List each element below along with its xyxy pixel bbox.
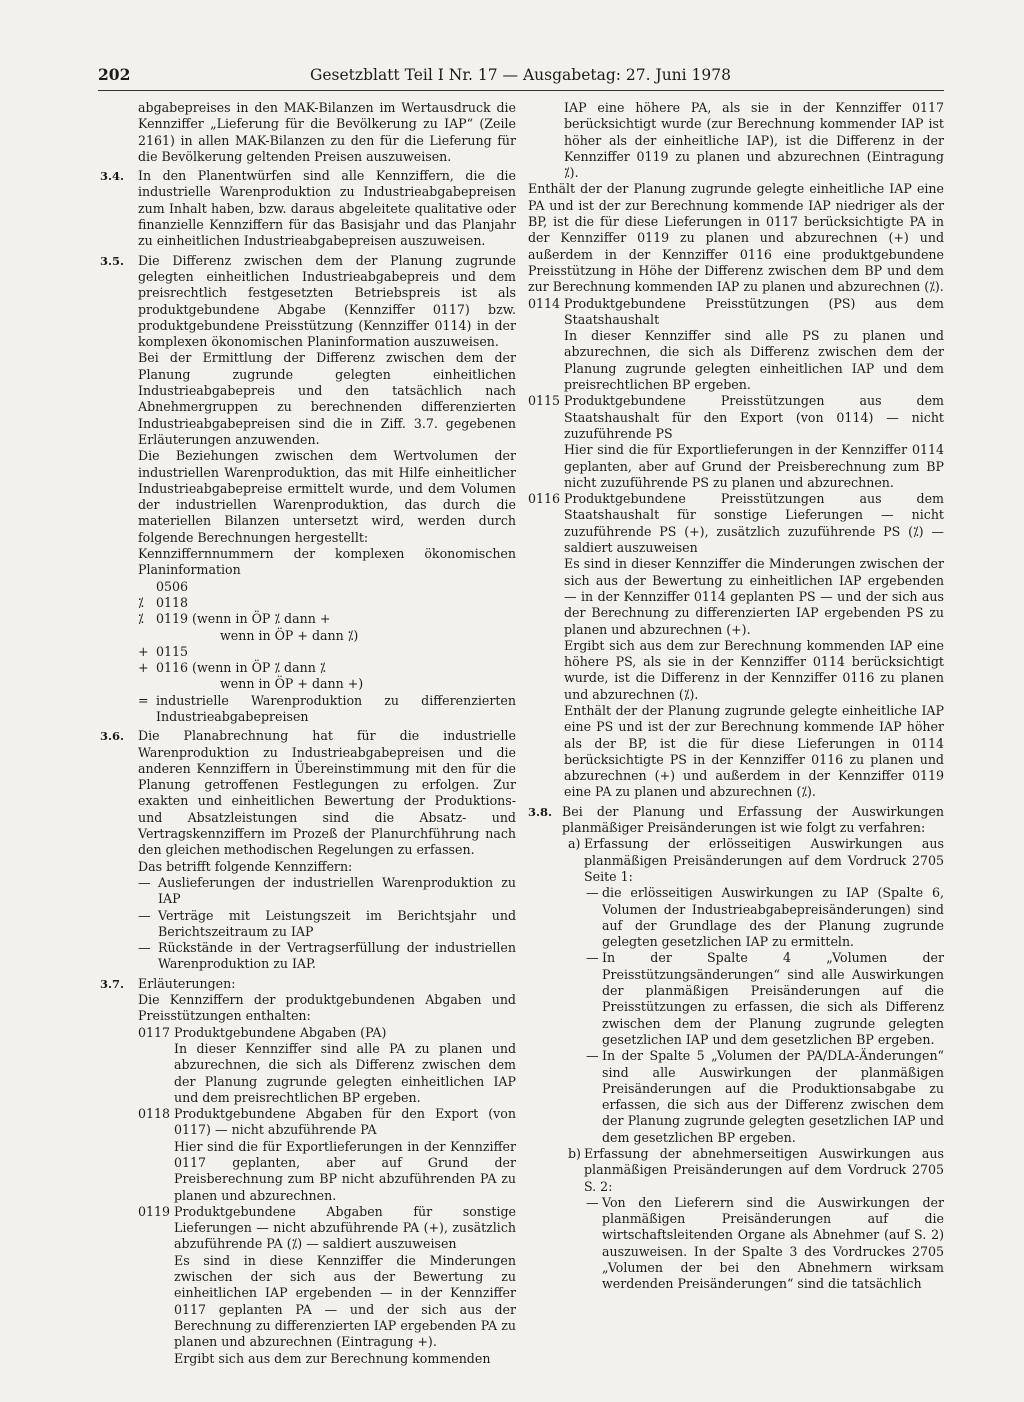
formula-line <box>100 693 516 726</box>
dash-marker: — <box>138 907 151 923</box>
section-number: 3.6. <box>100 729 125 744</box>
dash-marker: — <box>586 885 599 901</box>
formula-line <box>100 676 516 692</box>
paragraph: abgabepreises in den MAK-Bilanzen im Wertausdruck die Kennziffer „Lieferung für die Bevölkerung zu IAP“ (Zeile 2161) in allen MAK-Bilanzen zu den für die Lieferung für die Bevölkerung geltenden Preisen auszuweisen. <box>138 100 516 164</box>
code-number: 0118 <box>138 1106 171 1122</box>
dash-marker: — <box>586 950 599 966</box>
paragraph: Kennziffernnummern der komplexen ökonomischen Planinformation <box>138 546 516 578</box>
paragraph: In den Planentwürfen sind alle Kennziffern, die die industrielle Warenproduktion zu Industrieabgabepreisen zum Inhalt haben, bzw. daraus abgeleitete qualitative oder finanzielle Kennziffern für das Basisjahr und das Planjahr zu einheitlichen Industrieabgabepreisen auszuweisen. <box>138 168 516 249</box>
list-item-text: Auslieferungen der industriellen Warenproduktion zu IAP <box>158 874 516 907</box>
code-text: Hier sind die für Exportlieferungen in der Kennziffer 0117 geplanten, aber auf Grund der Preisberechnung zum BP nicht abzuführenden PA zu planen und abzurechnen. <box>174 1138 516 1203</box>
list-item <box>100 908 516 941</box>
list-item-text: Von den Lieferern sind die Auswirkungen der planmäßigen Preisänderungen auf die wirtschaftsleitenden Organe als Abnehmer (auf S. 2) auszuweisen. In der Spalte 3 des Vordruckes 2705 „Volumen der bei den Abnehmern wirksam werdenden Preisänderungen“ sind die tatsächlich <box>602 1194 944 1292</box>
right-column <box>528 100 944 1293</box>
code-text: Es sind in dieser Kennziffer die Minderungen zwischen der sich aus der Bewertung zu einheitlichen IAP ergebenden — in der Kennziffer 0114 geplanten PS — und der sich aus der Berechnung zu differenzierten IAP ergebenden PS zu planen und abzurechnen (+). <box>564 556 944 637</box>
paragraph: IAP eine höhere PA, als sie in der Kennziffer 0117 berücksichtigt wurde (zur Berechnung kommender IAP ist höher als der einheitliche IAP), ist die Differenz in der Kennziffer 0119 zu planen und abzurechnen (Eintragung ⁒). <box>564 100 944 181</box>
section-3-7 <box>100 976 516 1025</box>
formula-text: industrielle Warenproduktion zu differenzierten Industrieabgabepreisen <box>156 692 516 724</box>
paragraph: Enthält der der Planung zugrunde gelegte einheitliche IAP eine PA und ist der zur Berechnung kommende IAP niedriger als der BP, ist die für diese Lieferungen in 0117 berücksichtigte PA in der Kennziffer 0119 zu planen und abzurechnen (+) und außerdem in der Kennziffer 0116 eine produktgebundene Preisstützung in Höhe der Differenz zwischen dem BP und dem zur Berechnung kommenden IAP zu planen und abzurechnen (⁒). <box>528 181 944 295</box>
paragraph: Die Kennziffern der produktgebundenen Abgaben und Preisstützungen enthalten: <box>138 992 516 1024</box>
code-0114 <box>528 296 944 394</box>
section-3-6 <box>100 728 516 875</box>
code-text: Enthält der der Planung zugrunde gelegte einheitliche IAP eine PS und ist der zur Berechnung kommende IAP höher als der BP, ist die für diese Lieferungen in 0114 berücksichtigte PS in der Kennziffer 0116 zu planen und abzurechnen (+) und außerdem in der Kennziffer 0119 eine PA zu planen und abzurechnen (⁒). <box>564 702 944 800</box>
list-letter: a) <box>568 836 581 852</box>
list-item-text: Erfassung der abnehmerseitigen Auswirkungen aus planmäßigen Preisänderungen auf dem Vordruck 2705 S. 2: <box>584 1146 944 1194</box>
code-text: Es sind in diese Kennziffer die Minderungen zwischen der sich aus der Bewertung zu einheitlichen IAP ergebenden — in der Kennziffer 0117 geplanten PA — und der sich aus der Berechnung zu differenzierten IAP ergebenden PA zu planen und abzurechnen (Eintragung +). <box>174 1252 516 1350</box>
formula-line <box>100 579 516 595</box>
code-title: Produktgebundene Abgaben für sonstige Lieferungen — nicht abzuführende PA (+), zusätzlich abzuführende PA (⁒) — saldiert auszuweisen <box>174 1203 516 1252</box>
section-number: 3.4. <box>100 169 125 184</box>
paragraph: Die Differenz zwischen dem der Planung zugrunde gelegten einheitlichen Industrieabgabepreis und dem preisrechtlich festgesetzten Betriebspreis ist als produktgebundene Abgabe (Kennziffer 0117) bzw. produktgebundene Preisstützung (Kennziffer 0114) in der komplexen ökonomischen Planinformation auszuweisen. <box>138 252 516 350</box>
code-text: Hier sind die für Exportlieferungen in der Kennziffer 0114 geplanten, aber auf Grund der Preisberechnung zum BP nicht zuzuführende PS zu planen und abzurechnen. <box>564 442 944 490</box>
section-3-5 <box>100 253 516 579</box>
formula-text: 0116 (wenn in ÖP ⁒ dann ⁒ <box>156 660 326 676</box>
code-0119 <box>100 1204 516 1367</box>
formula-symbol: ⁒ <box>138 611 144 627</box>
code-text: In dieser Kennziffer sind alle PA zu planen und abzurechnen, die sich als Differenz zwischen dem der Planung zugrunde gelegten einheitlichen IAP und dem preisrechtlichen BP ergeben. <box>174 1040 516 1105</box>
formula-text: wenn in ÖP + dann +) <box>220 676 364 692</box>
section-3-4 <box>100 168 516 249</box>
formula-line <box>100 660 516 676</box>
formula-line <box>100 595 516 611</box>
list-item-text: Verträge mit Leistungszeit im Berichtsjahr und Berichtszeitraum zu IAP <box>158 907 516 939</box>
dash-marker: — <box>138 940 151 956</box>
list-item-text: Erfassung der erlösseitigen Auswirkungen aus planmäßigen Preisänderungen auf dem Vordruck 2705 Seite 1: <box>584 836 944 884</box>
section-3-8 <box>528 804 944 837</box>
formula-line <box>100 611 516 627</box>
code-text: Ergibt sich aus dem zur Berechnung kommenden <box>174 1350 491 1366</box>
paragraph: Bei der Ermittlung der Differenz zwischen dem der Planung zugrunde gelegten einheitlichen Industrieabgabepreis und den tatsächlich nach Abnehmergruppen zu berechnenden differenzierten Industrieabgabepreisen sind die in Ziff. 3.7. gegebenen Erläuterungen anzuwenden. <box>138 350 516 447</box>
list-item-text: die erlösseitigen Auswirkungen zu IAP (Spalte 6, Volumen der Industrieabgabepreisänderungen) sind auf der Grundlage des der Planung zugrunde gelegten gesetzlichen IAP zu ermitteln. <box>602 885 944 950</box>
paragraph: Das betrifft folgende Kennziffern: <box>138 858 353 874</box>
list-item-b <box>528 1146 944 1195</box>
code-title: Produktgebundene Preisstützungen (PS) aus dem Staatshaushalt <box>564 295 944 327</box>
formula-symbol: = <box>138 692 149 708</box>
formula-symbol: ⁒ <box>138 594 144 610</box>
list-item-text: Rückstände in der Vertragserfüllung der industriellen Warenproduktion zu IAP. <box>158 940 516 972</box>
list-letter: b) <box>568 1146 581 1161</box>
list-item <box>528 950 944 1048</box>
section-number: 3.5. <box>100 253 125 268</box>
code-title: Produktgebundene Abgaben für den Export (von 0117) — nicht abzuführende PA <box>174 1106 516 1138</box>
code-0117 <box>100 1025 516 1106</box>
paragraph: Bei der Planung und Erfassung der Auswirkungen planmäßiger Preisänderungen ist wie folgt zu verfahren: <box>562 803 944 836</box>
page-number: 202 <box>98 65 131 84</box>
code-title: Produktgebundene Preisstützungen aus dem Staatshaushalt für sonstige Lieferungen — nicht zuzuführende PS (+), zusätzlich zuzuführende PS (⁒) — saldiert auszuweisen <box>564 491 944 556</box>
code-text: Ergibt sich aus dem zur Berechnung kommenden IAP eine höhere PS, als sie in der Kennziffer 0114 berücksichtigt wurde, ist die Differenz in der Kennziffer 0116 zu planen und abzurechnen (⁒). <box>564 637 944 702</box>
formula-text: 0115 <box>156 643 189 659</box>
paragraph: Die Beziehungen zwischen dem Wertvolumen der industriellen Warenproduktion, das mit Hilfe einheitlicher Industrieabgabepreise ermittelt wurde, und dem Volumen der industriellen Warenproduktion, das durch die materiellen Bilanzen untersetzt wird, werden durch folgende Berechnungen hergestellt: <box>138 448 516 545</box>
code-number: 0115 <box>528 393 561 409</box>
formula-symbol: + <box>138 643 149 659</box>
list-item-a <box>528 836 944 885</box>
code-text: In dieser Kennziffer sind alle PS zu planen und abzurechnen, die sich als Differenz zwischen dem der Planung zugrunde gelegten einheitlichen IAP und dem preisrechtlichen BP ergeben. <box>564 328 944 393</box>
code-title: Produktgebundene Preisstützungen aus dem Staatshaushalt für den Export (von 0114) — nicht zuzuführende PS <box>564 393 944 441</box>
formula-text: 0119 (wenn in ÖP ⁒ dann + <box>156 611 331 627</box>
list-item <box>528 1048 944 1146</box>
dash-marker: — <box>138 874 151 890</box>
formula-text: 0118 <box>156 594 189 610</box>
formula-text: wenn in ÖP + dann ⁒) <box>220 627 359 643</box>
formula-symbol: + <box>138 660 149 676</box>
code-title: Produktgebundene Abgaben (PA) <box>174 1024 387 1040</box>
code-0115 <box>528 393 944 491</box>
list-item <box>528 885 944 950</box>
code-number: 0114 <box>528 295 561 311</box>
paragraph: Die Planabrechnung hat für die industrielle Warenproduktion zu Industrieabgabepreisen und die anderen Kennziffern in Übereinstimmung mit den für die Planung getroffenen Festlegungen zu erfolgen. Zur exakten und einheitlichen Bewertung der Produktions- und Absatzleistungen sind die Absatz- und Vertragskennziffern im Prozeß der Planurchführung nach den gleichen methodischen Regelungen zu erfassen. <box>138 728 516 858</box>
list-item-text: In der Spalte 5 „Volumen der PA/DLA-Änderungen“ sind alle Auswirkungen der planmäßigen Preisänderungen auf die Produktionsabgabe zu erfassen, die sich aus der Differenz zwischen dem der Planung zugrunde gelegten gesetzlichen IAP und dem gesetzlichen BP ergeben. <box>602 1048 944 1145</box>
paragraph: Erläuterungen: <box>138 975 236 991</box>
code-0118 <box>100 1106 516 1204</box>
code-0116 <box>528 491 944 801</box>
list-item <box>100 940 516 973</box>
gazette-title: Gesetzblatt Teil I Nr. 17 — Ausgabetag: 27. Juni 1978 <box>310 66 731 84</box>
left-column <box>100 100 516 1367</box>
formula-line <box>100 644 516 660</box>
code-number: 0117 <box>138 1024 171 1040</box>
page-header <box>98 64 944 91</box>
formula-text: 0506 <box>156 578 189 594</box>
section-number: 3.7. <box>100 976 125 991</box>
formula-line <box>100 628 516 644</box>
list-item-text: In der Spalte 4 „Volumen der Preisstützungsänderungen“ sind alle Auswirkungen der planmäßigen Preisänderungen auf die Preisstützungen zu erfassen, die sich als Differenz zwischen dem der Planung zugrunde gelegten gesetzlichen IAP und dem gesetzlichen BP ergeben. <box>602 950 944 1047</box>
list-item <box>528 1195 944 1293</box>
dash-marker: — <box>586 1048 599 1064</box>
code-number: 0116 <box>528 491 561 507</box>
section-number: 3.8. <box>528 804 553 819</box>
list-item <box>100 875 516 908</box>
dash-marker: — <box>586 1194 599 1210</box>
code-number: 0119 <box>138 1203 171 1219</box>
